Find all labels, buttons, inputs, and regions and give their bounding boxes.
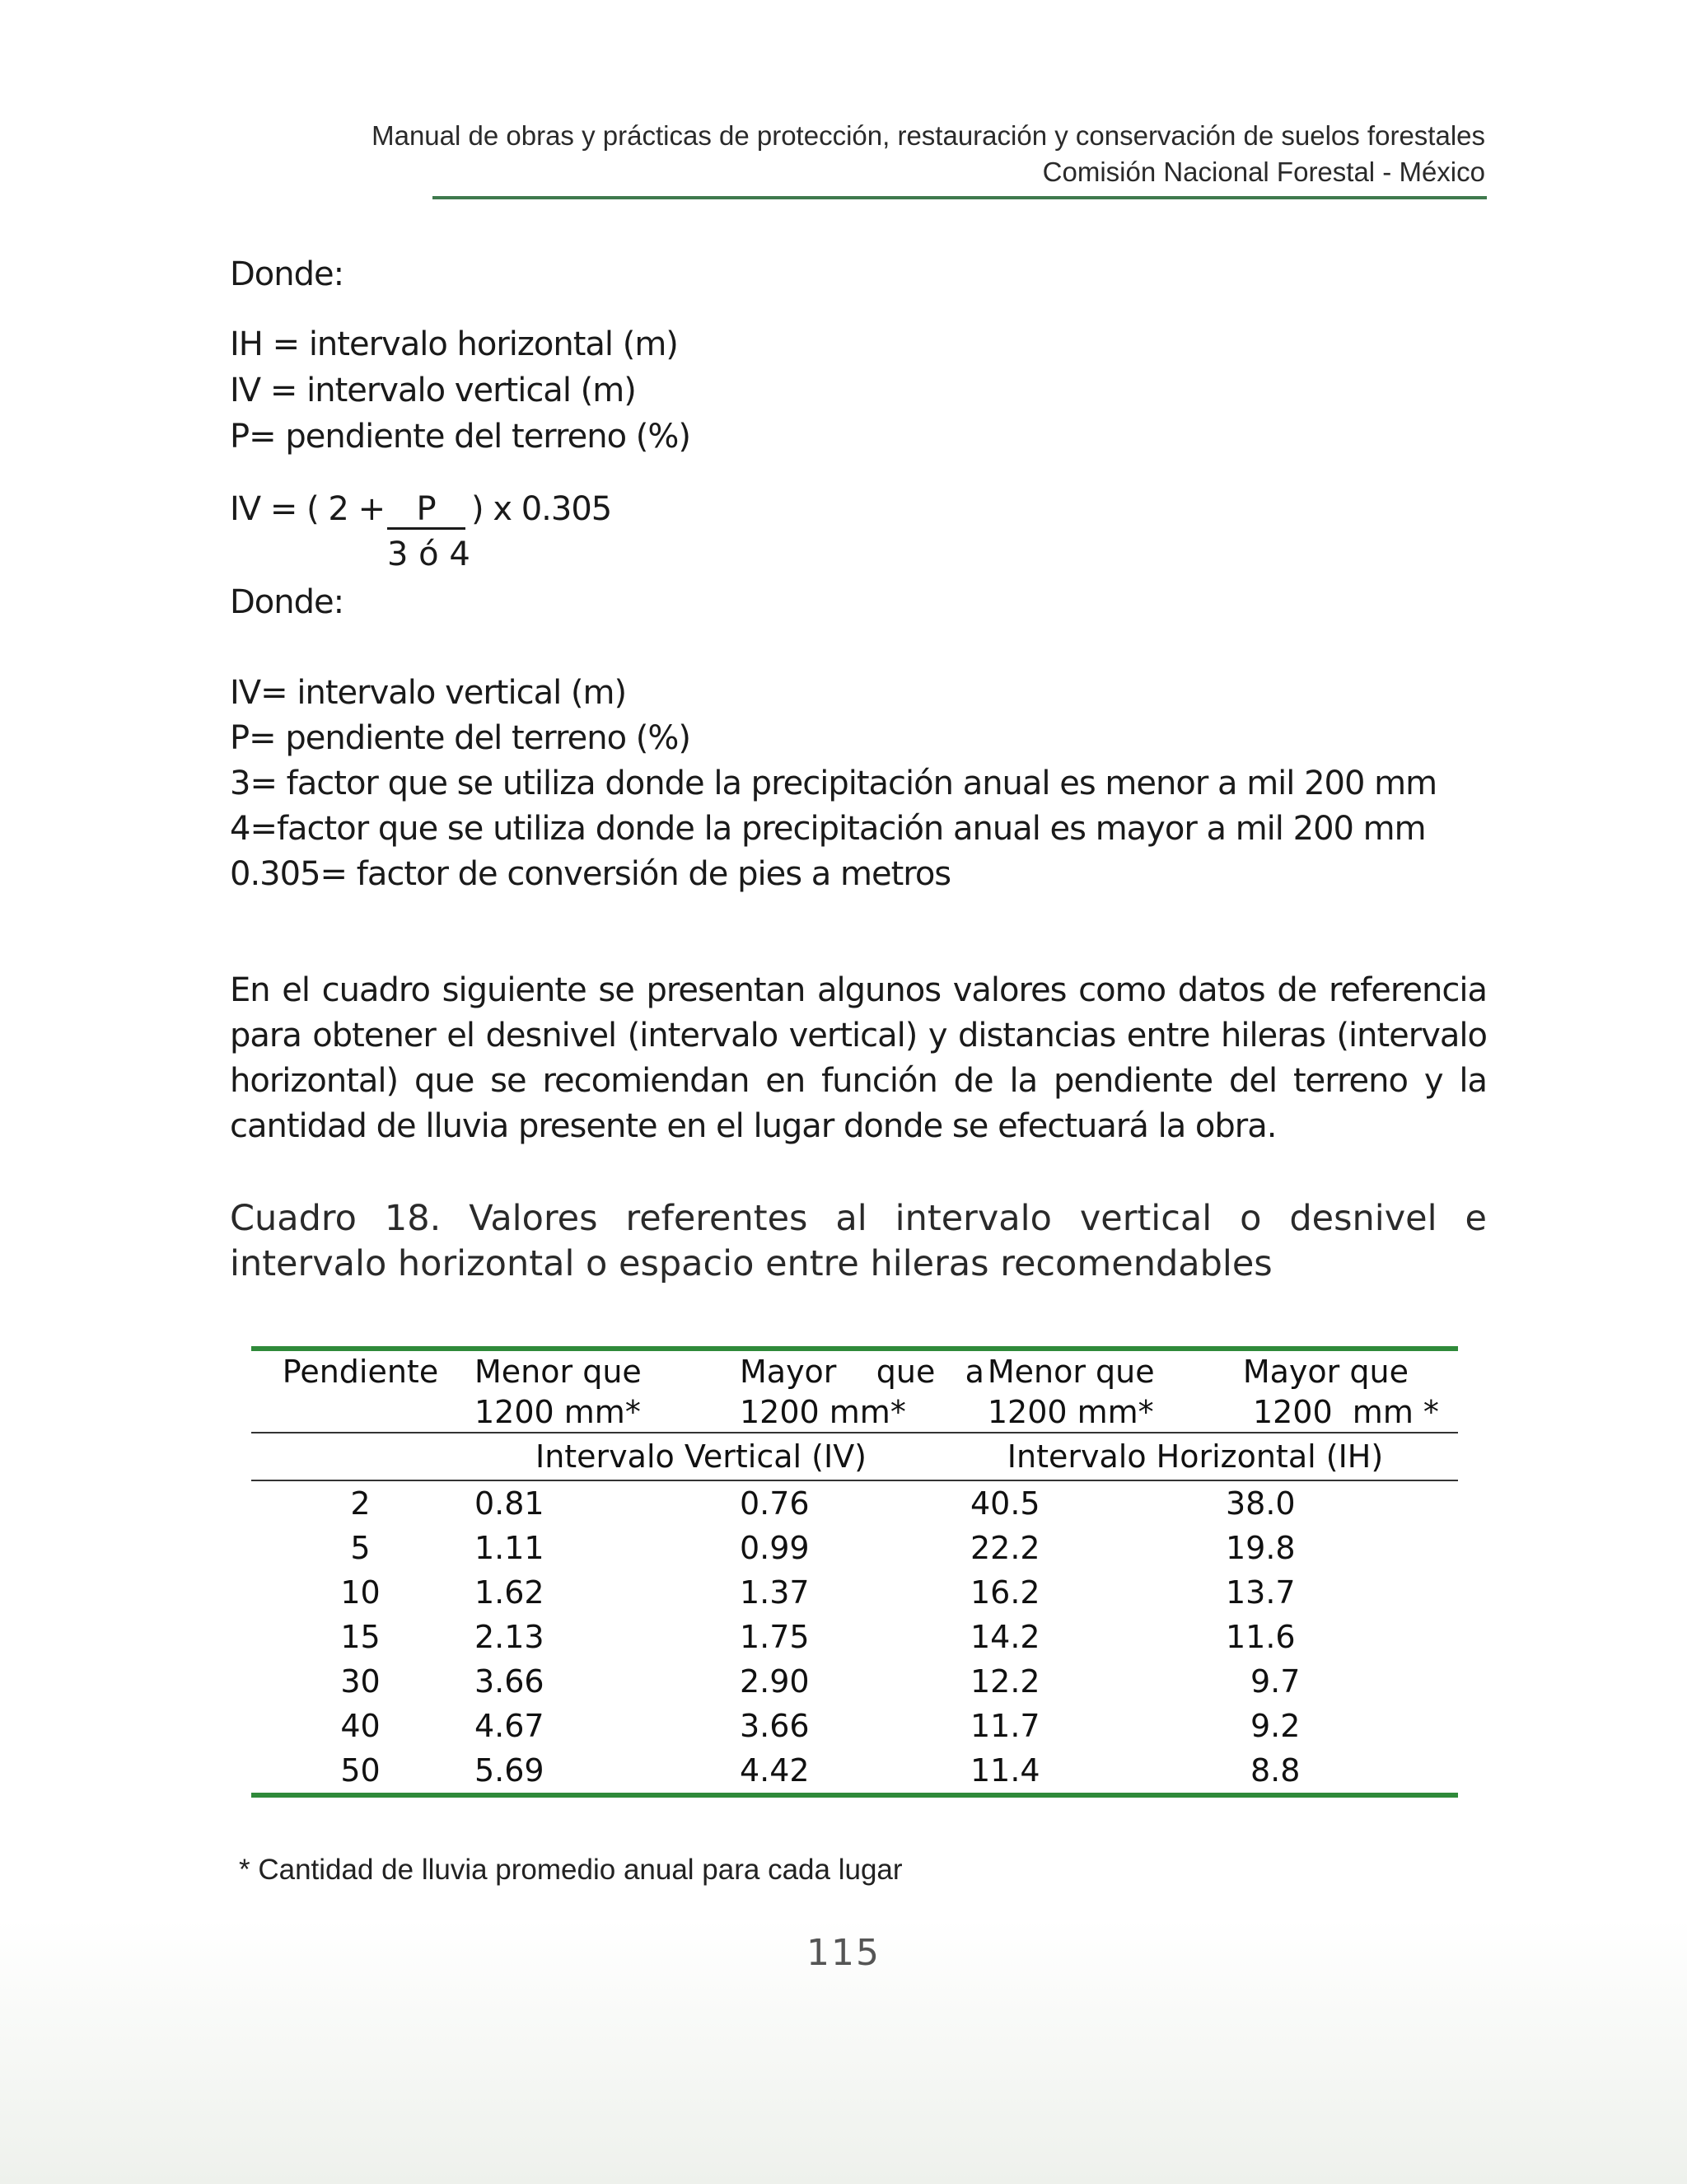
cell-ih-mayor: 9.2 [1250,1708,1301,1744]
table-bottom-rule [251,1793,1458,1798]
body-paragraph: En el cuadro siguiente se presentan algunos valores como datos de referencia para obtener el desnivel (intervalo vertical) y distancias entre hileras (intervalo horizontal) que se recomiendan en función de la pendiente del terreno y la cantidad de lluvia presente en el lugar donde se efectuará la obra. [230,971,1487,1145]
cell-iv-mayor: 3.66 [740,1708,810,1744]
cell-iv-menor: 1.11 [474,1530,544,1566]
column-header-pendiente-unit [251,1391,470,1432]
cell-ih-menor: 16.2 [970,1574,1040,1611]
cell-iv-mayor: 4.42 [740,1752,810,1789]
cell-pendiente: 15 [340,1619,381,1655]
table-caption: Cuadro 18. Valores referentes al intervalo vertical o desnivel e intervalo horizontal o espacio entre hileras recomendables [230,1198,1487,1284]
definition-iv-2: IV= intervalo vertical (m) [230,674,627,712]
cell-ih-mayor: 38.0 [1226,1485,1296,1522]
table-group-row [251,1433,1458,1480]
table-header-row-2 [251,1391,1458,1432]
page-number: 115 [806,1932,881,1974]
cell-iv-mayor: 1.37 [740,1574,810,1611]
header-subtitle: Comisión Nacional Forestal - México [1042,157,1485,187]
cell-pendiente: 50 [340,1752,381,1789]
column-header-menor-ih: Menor que [987,1353,1155,1390]
cell-iv-menor: 5.69 [474,1752,544,1789]
cell-ih-mayor: 13.7 [1226,1574,1296,1611]
table-row [251,1748,1458,1793]
cell-ih-mayor: 19.8 [1226,1530,1296,1566]
table-header-row-1 [251,1351,1458,1391]
column-header-menor-iv-unit: 1200 mm* [474,1393,641,1430]
cell-iv-menor: 3.66 [474,1663,544,1700]
data-table [251,1346,1458,1798]
cell-ih-menor: 12.2 [970,1663,1040,1700]
cell-ih-mayor: 9.7 [1250,1663,1301,1700]
definition-factor-4: 4=factor que se utiliza donde la precipitación anual es mayor a mil 200 mm [230,810,1426,848]
definition-factor-3: 3= factor que se utiliza donde la precipitación anual es menor a mil 200 mm [230,765,1437,802]
cell-iv-mayor: 0.76 [740,1485,810,1522]
table-row [251,1615,1458,1659]
column-header-mayor-iv: Mayor que a [740,1353,984,1390]
column-header-mayor-iv-unit: 1200 mm* [740,1393,906,1430]
table-row [251,1481,1458,1526]
cell-pendiente: 5 [350,1530,371,1566]
cell-iv-mayor: 0.99 [740,1530,810,1566]
definition-p-2: P= pendiente del terreno (%) [230,719,690,757]
definition-factor-0305: 0.305= factor de conversión de pies a metros [230,855,951,893]
table-row [251,1526,1458,1570]
header-title: Manual de obras y prácticas de protección, restauración y conservación de suelos forestales [372,120,1485,151]
running-header [372,118,1485,190]
cell-iv-menor: 2.13 [474,1619,544,1655]
formula-numerator: P [387,491,465,530]
definitions-heading: Donde: [230,255,344,293]
table-row [251,1570,1458,1615]
cell-iv-mayor: 2.90 [740,1663,810,1700]
cell-iv-menor: 1.62 [474,1574,544,1611]
table-footnote: * Cantidad de lluvia promedio anual para cada lugar [239,1854,903,1886]
column-header-menor-ih-unit: 1200 mm* [987,1393,1154,1430]
definition-iv: IV = intervalo vertical (m) [230,372,636,409]
cell-ih-menor: 14.2 [970,1619,1040,1655]
cell-ih-menor: 40.5 [970,1485,1040,1522]
table-body [251,1481,1458,1793]
table-row [251,1704,1458,1748]
cell-ih-mayor: 8.8 [1250,1752,1301,1789]
formula-denominator: 3 ó 4 [387,535,470,573]
formula-right: ) x 0.305 [471,490,612,528]
definition-p: P= pendiente del terreno (%) [230,418,690,456]
cell-ih-menor: 11.4 [970,1752,1040,1789]
group-header-iv: Intervalo Vertical (IV) [535,1438,867,1475]
column-header-pendiente: Pendiente [282,1353,439,1390]
cell-pendiente: 2 [350,1485,371,1522]
cell-pendiente: 10 [340,1574,381,1611]
column-header-menor-iv: Menor que [474,1353,642,1390]
cell-ih-menor: 11.7 [970,1708,1040,1744]
definitions-heading-2: Donde: [230,583,344,621]
cell-iv-mayor: 1.75 [740,1619,810,1655]
column-header-mayor-ih-unit: 1200 mm * [1242,1393,1439,1430]
header-rule [432,196,1487,199]
cell-iv-menor: 4.67 [474,1708,544,1744]
cell-pendiente: 40 [340,1708,381,1744]
group-header-ih: Intervalo Horizontal (IH) [1007,1438,1384,1475]
cell-iv-menor: 0.81 [474,1485,544,1522]
column-header-mayor-ih: Mayor que [1242,1353,1409,1390]
cell-pendiente: 30 [340,1663,381,1700]
definition-ih: IH = intervalo horizontal (m) [230,325,678,363]
table-row [251,1659,1458,1704]
cell-ih-mayor: 11.6 [1226,1619,1296,1655]
cell-ih-menor: 22.2 [970,1530,1040,1566]
formula-left: IV = ( 2 + [230,490,386,528]
